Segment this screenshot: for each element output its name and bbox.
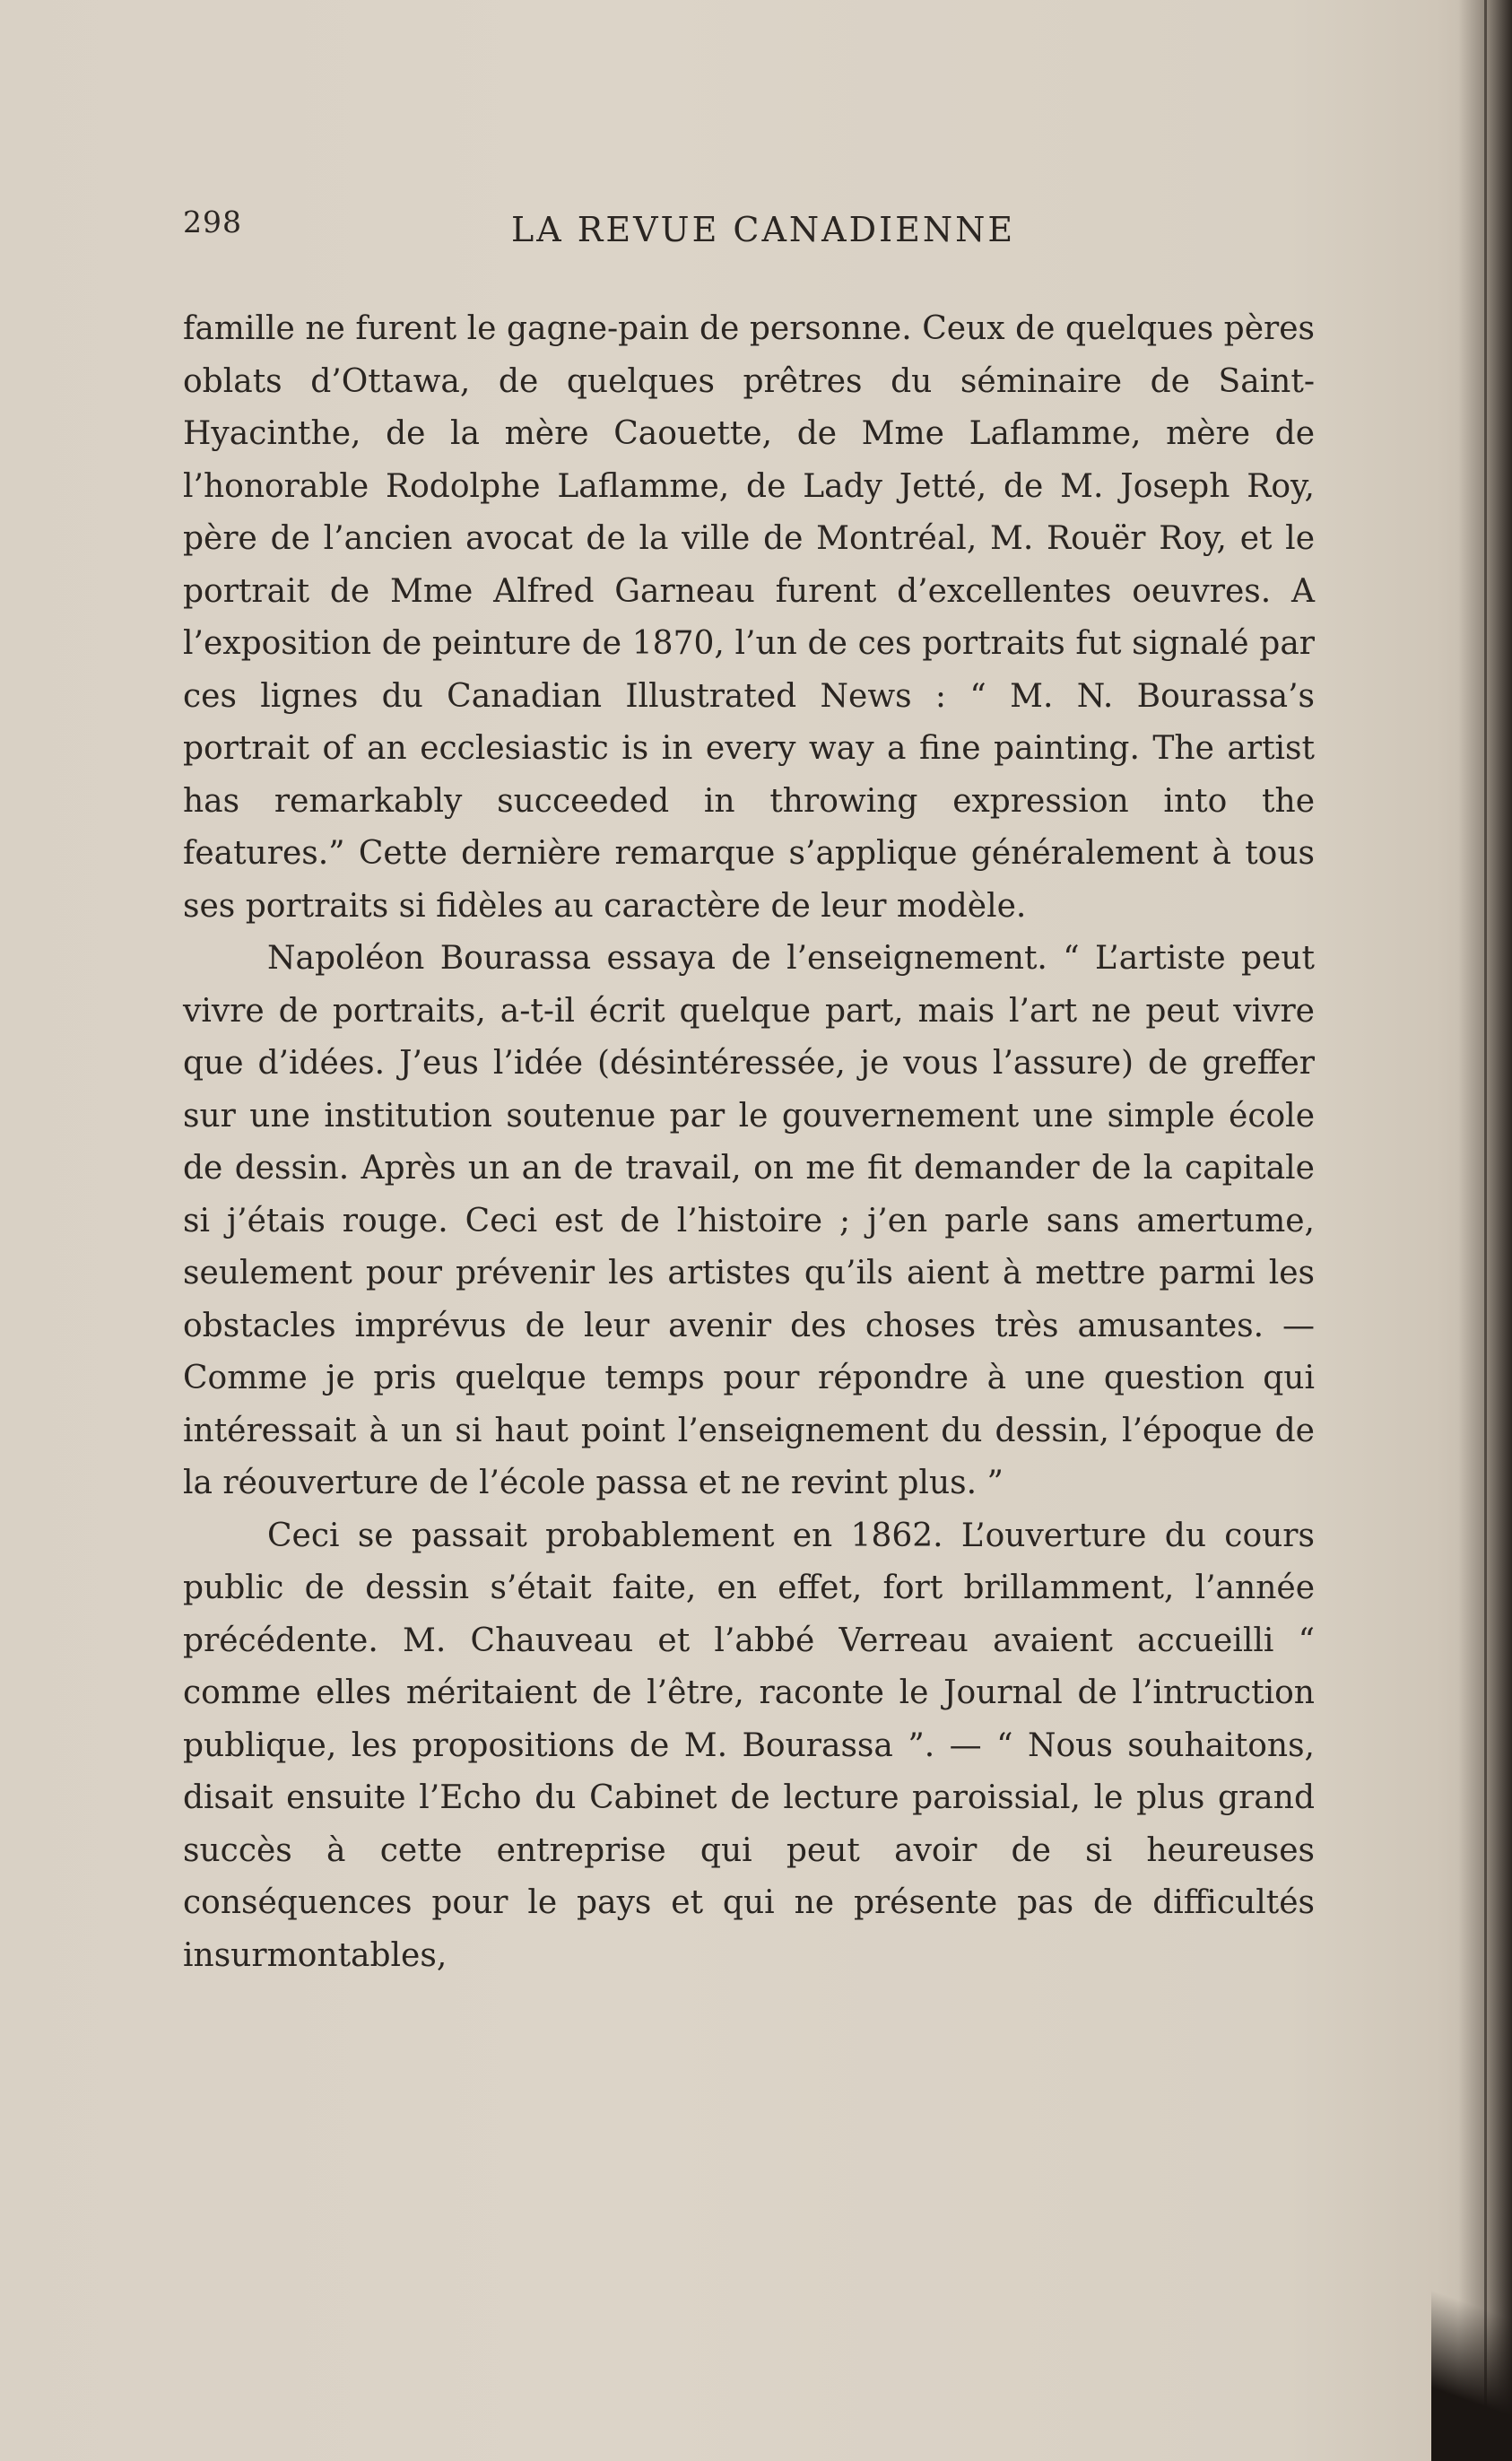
paragraph-2: Napoléon Bourassa essaya de l’enseignement. “ L’artiste peut vivre de portraits, a-t-il écrit quelque part, mais l’art ne peut vivre que d’idées. J’eus l’idée (désintéressée, je vous l’assure) de greffer sur une institution soutenue par le gouvernement une simple école de dessin. Après un an de travail, on me fit demander de la capitale si j’étais rouge. Ceci est de l’histoire ; j’en parle sans amertume, seulement pour prévenir les artistes qu’ils aient à mettre parmi les obstacles imprévus de leur avenir des choses très amusantes. — Comme je pris quelque temps pour répondre à une question qui intéressait à un si haut point l’enseignement du dessin, l’époque de la réouverture de l’école passa et ne revint plus. ”	[183, 940, 1315, 1501]
page-edge-line	[1484, 0, 1487, 2461]
paragraph-3: Ceci se passait probablement en 1862. L’ouverture du cours public de dessin s’était faite, en effet, fort brillamment, l’année précédente. M. Chauveau et l’abbé Verreau avaient accueilli “ comme elles méritaient de l’être, raconte le Journal de l’intruction publique, les propositions de M. Bourassa ”. — “ Nous souhaitons, disait ensuite l’Echo du Cabinet de lecture paroissial, le plus grand succès à cette entreprise qui peut avoir de si heureuses conséquences pour le pays et qui ne présente pas de difficultés insurmontables,	[183, 1517, 1315, 1974]
running-title: LA REVUE CANADIENNE	[511, 210, 1016, 249]
body-text	[183, 303, 1315, 1982]
page-header	[183, 204, 1322, 258]
paragraph-1: famille ne furent le gagne-pain de personne. Ceux de quelques pères oblats d’Ottawa, de quelques prêtres du séminaire de Saint-Hyacinthe, de la mère Caouette, de Mme Laflamme, mère de l’honorable Rodolphe Laflamme, de Lady Jetté, de M. Joseph Roy, père de l’ancien avocat de la ville de Montréal, M. Rouër Roy, et le portrait de Mme Alfred Garneau furent d’excellentes oeuvres. A l’exposition de peinture de 1870, l’un de ces portraits fut signalé par ces lignes du Canadian Illustrated News : “ M. N. Bourassa’s portrait of an ecclesiastic is in every way a fine painting. The artist has remarkably succeeded in throwing expression into the features.” Cette dernière remarque s’applique généralement à tous ses portraits si fidèles au caractère de leur modèle.	[183, 310, 1315, 925]
page-corner-shadow	[1431, 2246, 1512, 2461]
page-number: 298	[183, 204, 242, 239]
